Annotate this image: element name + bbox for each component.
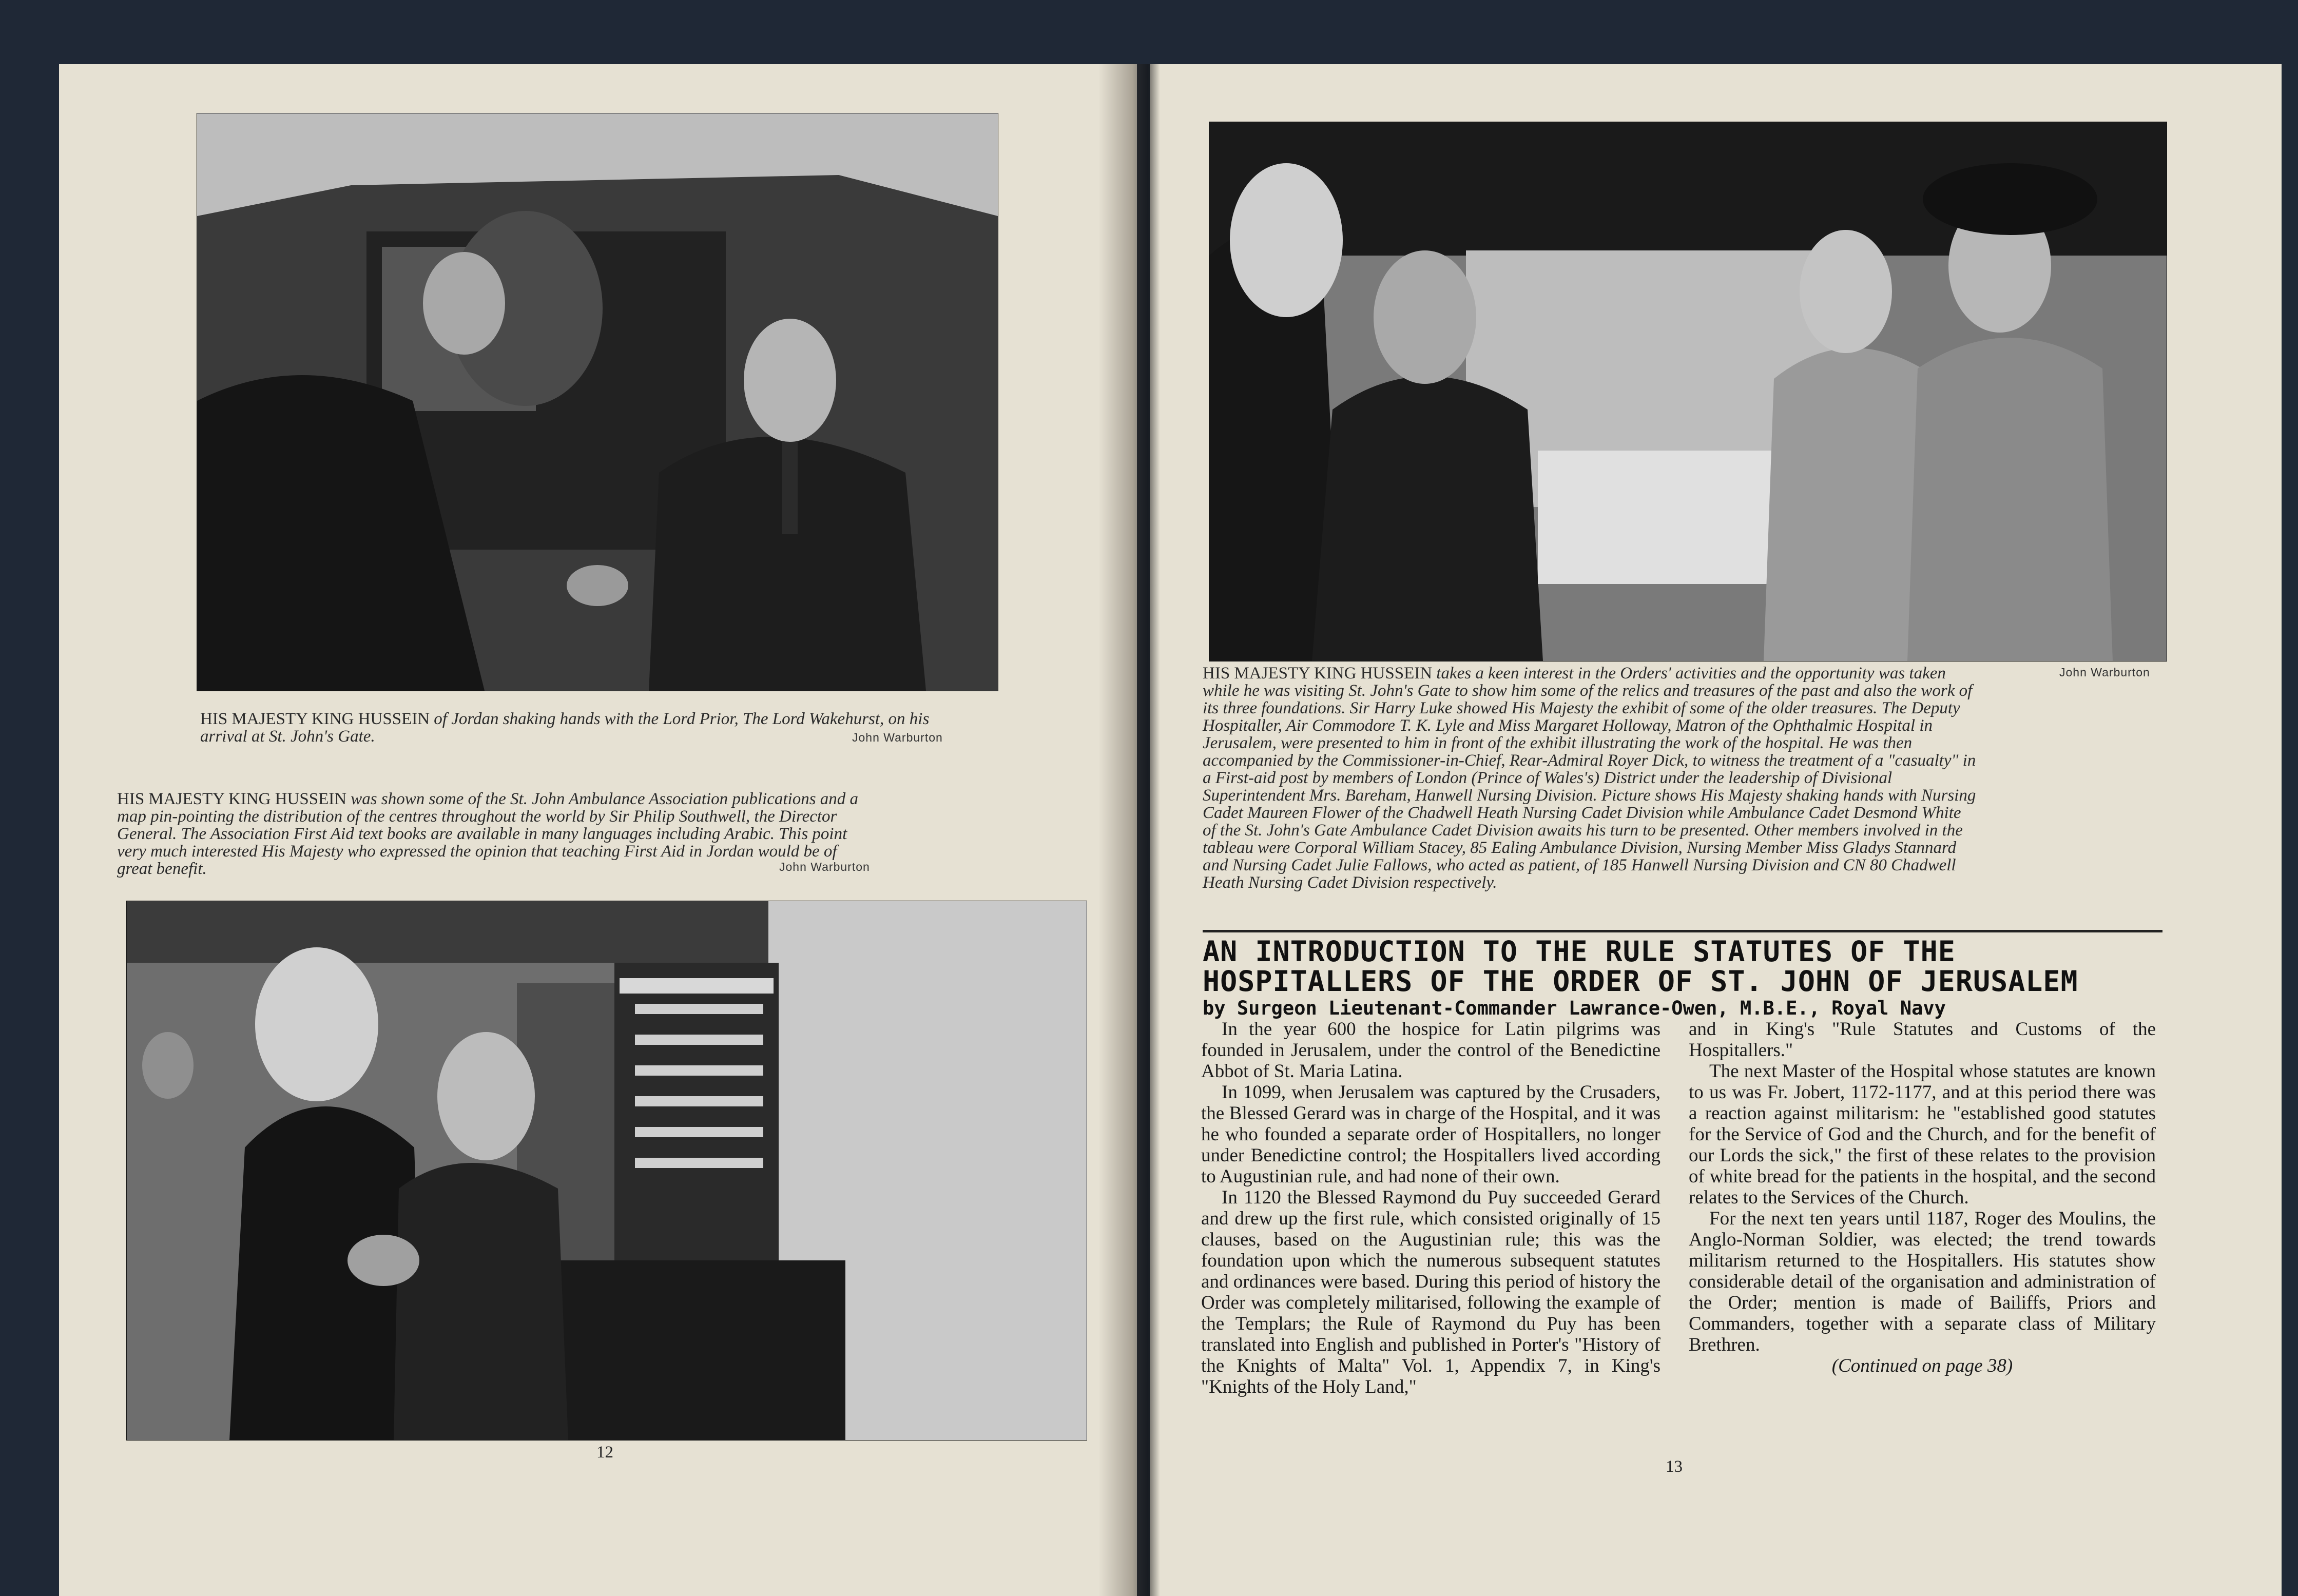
page-number-right: 13 <box>1666 1457 1683 1476</box>
photo3-caption <box>1203 665 1978 891</box>
article-column-2 <box>1689 1019 2156 1376</box>
article-rule <box>1203 930 2162 932</box>
caption-lead: HIS MAJESTY KING HUSSEIN <box>1203 664 1433 683</box>
caption-text: was shown some of the St. John Ambulance Association publications and a map pin-pointing the distribution of the centres throughout the world by Sir Philip Southwell, the Director General. The Association First Aid text books are available in many languages including Arabic. This point very much interested His Majesty who expressed the opinion that teaching First Aid in Jordan would be of great benefit. <box>117 790 859 878</box>
photo3-credit: John Warburton <box>2059 666 2150 679</box>
caption-lead: HIS MAJESTY KING HUSSEIN <box>200 710 430 728</box>
article-title <box>1203 937 2178 996</box>
photo2-caption <box>117 790 861 878</box>
paragraph: In 1099, when Jerusalem was captured by the Crusaders, the Blessed Gerard was in charge of the Hospital, and it was he who founded a separate order of Hospitallers, no longer under Benedictine control; the Hospitallers lived according to Augustinian rule, and had none of their own. <box>1201 1082 1660 1187</box>
caption-text: of Jordan shaking hands with the Lord Prior, The Lord Wakehurst, on his arrival at St. John's Gate. <box>200 710 930 746</box>
page-number-left: 12 <box>596 1443 613 1462</box>
photo1-credit: John Warburton <box>852 731 943 744</box>
paragraph: In the year 600 the hospice for Latin pilgrims was founded in Jerusalem, under the control of the Benedictine Abbot of St. Maria Latina. <box>1201 1019 1660 1082</box>
paragraph: In 1120 the Blessed Raymond du Puy succeeded Gerard and drew up the first rule, which consisted originally of 15 clauses, based on the Augustinian rule; this was the foundation upon which the numerous subsequent statutes and ordinances were based. During this period of history the Order was completely militarised, following the example of the Templars; the Rule of Raymond du Puy has been translated into English and published in Porter's "History of the Knights of Malta" Vol. 1, Appendix 7, in King's "Knights of the Holy Land," <box>1201 1187 1660 1397</box>
paragraph: For the next ten years until 1187, Roger des Moulins, the Anglo-Norman Soldier, was elected; the trend towards militarism returned to the Hospitallers. His statutes show considerable detail of the organisation and administration of the Order; mention is made of Bailiffs, Priors and Commanders, together with a separate class of Military Brethren. <box>1689 1208 2156 1355</box>
caption-text: takes a keen interest in the Orders' activities and the opportunity was taken while he was visiting St. John's Gate to show him some of the relics and treasures of the past and also the work of its three foundations. Sir Harry Luke showed His Majesty the exhibit of some of the older treasures. The Deputy Hospitaller, Air Commodore T. K. Lyle and Miss Margaret Holloway, Matron of the Ophthalmic Hospital in Jerusalem, were presented to him in front of the exhibit illustrating the work of the hospital. He was then accompanied by the Commissioner-in-Chief, Rear-Admiral Royer Dick, to witness the treatment of a "casualty" in a First-aid post by members of London (Prince of Wales's) District under the leadership of Divisional Superintendent Mrs. Bareham, Hanwell Nursing Division. Picture shows His Majesty shaking hands with Nursing Cadet Maureen Flower of the Chadwell Heath Nursing Cadet Division while Ambulance Cadet Desmond White of the St. John's Gate Ambulance Cadet Division awaits his turn to be presented. Other members involved in the tableau were Corporal William Stacey, 85 Ealing Ambulance Division, Nursing Member Miss Gladys Stannard and Nursing Cadet Julie Fallows, who acted as patient, of 185 Hanwell Nursing Division and CN 80 Chadwell Heath Nursing Cadet Division respectively. <box>1203 664 1976 892</box>
article-title-line1: AN INTRODUCTION TO THE RULE STATUTES OF THE <box>1203 935 1956 968</box>
paragraph: The next Master of the Hospital whose statutes are known to us was Fr. Jobert, 1172-1177, and at this period there was a reaction against militarism: he "established good statutes for the Service of God and the Church, and for the benefit of our Lords the sick," the first of these relates to the provision of white bread for the patients in the hospital, and the second relates to the Services of the Church. <box>1689 1061 2156 1208</box>
article-byline: by Surgeon Lieutenant-Commander Lawrance-Owen, M.B.E., Royal Navy <box>1203 997 1946 1019</box>
page-gutter <box>1098 64 1160 1596</box>
photo-king-exhibit <box>126 901 1087 1441</box>
photo-king-handshake <box>197 113 998 691</box>
photo-king-cadets <box>1209 122 2167 661</box>
article-column-1 <box>1201 1019 1660 1397</box>
paragraph: and in King's "Rule Statutes and Customs of the Hospitallers." <box>1689 1019 2156 1061</box>
article-title-line2: HOSPITALLERS OF THE ORDER OF ST. JOHN OF JERUSALEM <box>1203 965 2078 998</box>
caption-lead: HIS MAJESTY KING HUSSEIN <box>117 790 347 808</box>
photo2-credit: John Warburton <box>779 860 870 873</box>
continued-note: (Continued on page 38) <box>1831 1355 2013 1376</box>
